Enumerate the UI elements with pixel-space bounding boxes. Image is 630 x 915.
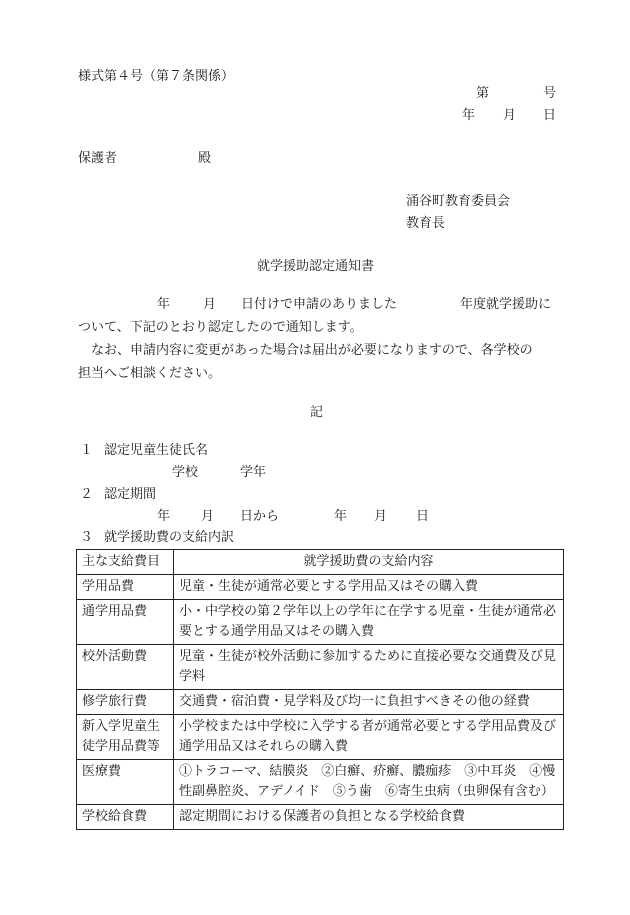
body-line4: 担当へご相談ください。 [78, 366, 222, 381]
table-row [77, 645, 564, 690]
date-month: 月 [503, 108, 517, 123]
table-cell-item: 校外活動費 [77, 645, 174, 690]
table-header-item: 主な支給費目 [77, 550, 174, 575]
table-cell-item: 学校給食費 [77, 805, 174, 830]
section2-from-month: 月 [201, 509, 215, 524]
section1-grade: 学年 [240, 465, 267, 480]
number-dai: 第 [476, 86, 490, 101]
table-cell-item: 新入学児童生徒学用品費等 [77, 715, 174, 760]
table-cell-item: 通学用品費 [77, 600, 174, 645]
section2-from-year: 年 [157, 509, 171, 524]
body-line1-month: 月 [203, 297, 217, 312]
table-header-row [77, 550, 564, 575]
benefit-table [76, 549, 564, 830]
section2-from-day: 日から [240, 509, 280, 524]
table-row [77, 715, 564, 760]
body-line1-year: 年 [157, 297, 171, 312]
section1-school: 学校 [172, 465, 199, 480]
sender-organization: 涌谷町教育委員会 [406, 194, 511, 209]
table-cell-content: 児童・生徒が通常必要とする学用品又はその購入費 [174, 575, 564, 600]
body-line3: なお、申請内容に変更があった場合は届出が必要になりますので、各学校の [78, 343, 533, 358]
table-cell-item: 医療費 [77, 760, 174, 805]
table-cell-content: 児童・生徒が校外活動に参加するために直接必要な交通費及び見学料 [174, 645, 564, 690]
body-line2: ついて、下記のとおり認定したので通知します。 [78, 320, 363, 335]
section2-to-day: 日 [416, 509, 430, 524]
addressee-label: 保護者 [78, 151, 118, 166]
date-day: 日 [543, 108, 557, 123]
section2-label: 認定期間 [104, 487, 157, 502]
document-title: 就学援助認定通知書 [257, 259, 375, 274]
table-row [77, 760, 564, 805]
number-go: 号 [543, 86, 557, 101]
body-line1-date-text: 日付けで申請のありました [241, 297, 398, 312]
form-number: 様式第４号（第７条関係） [78, 69, 235, 84]
section2-to-year: 年 [334, 509, 348, 524]
section2-number: ２ [80, 487, 94, 502]
table-row [77, 805, 564, 830]
ki-marker: 記 [310, 405, 324, 420]
table-cell-content: 小学校または中学校に入学する者が通常必要とする学用品費及び通学用品又はそれらの購入費 [174, 715, 564, 760]
table-header-content: 就学援助費の支給内容 [174, 550, 564, 575]
addressee-honorific: 殿 [198, 151, 212, 166]
date-year: 年 [462, 108, 476, 123]
table-cell-content: 小・中学校の第２学年以上の学年に在学する児童・生徒が通常必要とする通学用品又はその購入費 [174, 600, 564, 645]
section1-label: 認定児童生徒氏名 [104, 443, 209, 458]
section2-to-month: 月 [374, 509, 388, 524]
table-row [77, 600, 564, 645]
table-cell-content: ①トラコーマ、結膜炎 ②白癬、疥癬、膿痂疹 ③中耳炎 ④慢性副鼻腔炎、アデノイド ⑤う歯 ⑥寄生虫病（虫卵保有含む） [174, 760, 564, 805]
body-line1-tail: 年度就学援助に [460, 297, 552, 312]
section1-number: １ [80, 443, 94, 458]
table-cell-item: 学用品費 [77, 575, 174, 600]
table-row [77, 690, 564, 715]
sender-title: 教育長 [406, 216, 446, 231]
section3-label: 就学援助費の支給内訳 [104, 530, 235, 545]
table-row [77, 575, 564, 600]
table-cell-content: 認定期間における保護者の負担となる学校給食費 [174, 805, 564, 830]
section3-number: ３ [80, 530, 94, 545]
table-cell-content: 交通費・宿泊費・見学料及び均一に負担すべきその他の経費 [174, 690, 564, 715]
table-cell-item: 修学旅行費 [77, 690, 174, 715]
